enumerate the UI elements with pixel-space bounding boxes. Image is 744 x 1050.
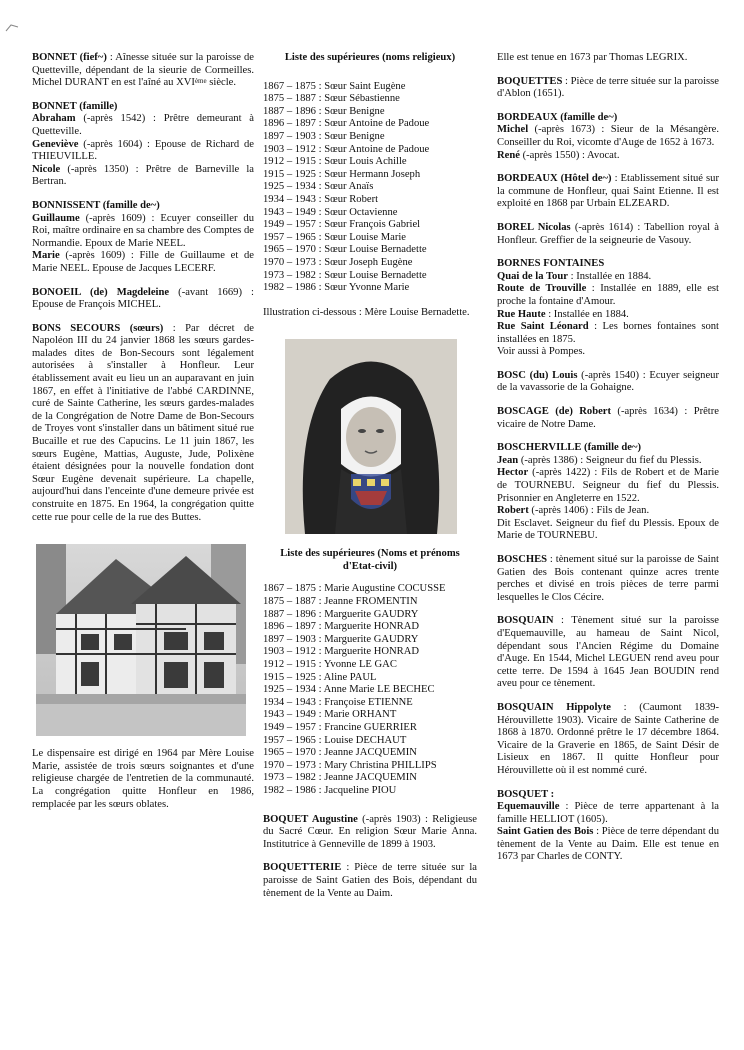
- superior-row: 1915 – 1925 : Aline PAUL: [263, 671, 377, 683]
- sub-item: [497, 801, 719, 826]
- entry-bonoeil: [32, 287, 254, 312]
- entry-bonnissent: [32, 200, 254, 276]
- superior-row: 1943 – 1949 : Sœur Octavienne: [263, 206, 398, 218]
- sub-item: [497, 271, 719, 284]
- sub-item: [497, 283, 719, 308]
- superior-row: 1973 – 1982 : Sœur Louise Bernadette: [263, 269, 427, 281]
- item-text: (-après 1609) : Fille de Guillaume et de Marie NEEL. Epouse de Jacques LECERF.: [32, 250, 254, 274]
- item-name: Hector: [497, 467, 529, 479]
- superior-row: 1875 – 1887 : Sœur Sébastienne: [263, 93, 400, 105]
- item-text: (-après 1609) : Ecuyer conseiller du Roi, maître ordinaire en sa chambre des Comptes de Normandie. Epoux de Marie NEEL.: [32, 212, 254, 249]
- item-text: : Pièce de terre appartenant à la famille HELLIOT (1605).: [497, 801, 719, 825]
- item-name: Guillaume: [32, 212, 80, 224]
- item-text: (-après 1406) : Fils de Jean.: [528, 505, 650, 517]
- entry-head: BOSQUAIN Hippolyte: [497, 701, 611, 713]
- superior-list-religious: [263, 81, 477, 295]
- superior-row: 1897 – 1903 : Sœur Benigne: [263, 130, 385, 142]
- item-name: Equemauville: [497, 801, 560, 813]
- entry-bonnet-fief: [32, 52, 254, 90]
- superior-row: 1875 – 1887 : Jeanne FROMENTIN: [263, 596, 418, 608]
- superior-row: 1903 – 1912 : Marguerite HONRAD: [263, 646, 420, 658]
- superior-row: 1957 – 1965 : Sœur Louise Marie: [263, 231, 407, 243]
- item-name: Robert: [497, 505, 529, 517]
- entry-borel: [497, 222, 719, 247]
- superior-row: 1934 – 1943 : Françoise ETIENNE: [263, 696, 413, 708]
- entry-boscage: [497, 406, 719, 431]
- sub-item: [32, 213, 254, 251]
- illustration-caption: Illustration ci-dessous : Mère Louise Bernadette.: [263, 306, 470, 318]
- sub-item: [497, 455, 719, 468]
- entry-head: BONS SECOURS: [32, 322, 121, 334]
- entry-bosc: [497, 370, 719, 395]
- superior-row: 1973 – 1982 : Jeanne JACQUEMIN: [263, 772, 417, 784]
- sub-item: [497, 321, 719, 346]
- entry-text: : Etablissement situé sur la commune de Honfleur, quai Saint Etienne. Il est exploité en 1868 par Urbain ELZEARD.: [497, 173, 719, 210]
- superior-row: 1970 – 1973 : Mary Christina PHILLIPS: [263, 759, 437, 771]
- entry-head: BONNET (famille): [32, 100, 118, 112]
- entry-bosquain-hippolyte: [497, 702, 719, 778]
- sub-item: [497, 505, 719, 518]
- item-text: (-après 1604) : Epouse de Richard de THIEUVILLE.: [32, 138, 254, 163]
- item-name: René: [497, 149, 520, 161]
- item-text: : Installée en 1884.: [567, 270, 652, 282]
- entry-head: BOSCAGE (de) Robert: [497, 406, 612, 418]
- portrait-photo: [285, 339, 457, 534]
- entry-text: : tènement situé sur la paroisse de Saint Gatien des Bois contenant quinze acres trente perches et divisé en trois pièces de terre parmi lesquelles le Clos Cécire.: [497, 554, 719, 603]
- item-text: (-après 1550) : Avocat.: [519, 149, 620, 161]
- item-text: (-après 1542) : Prêtre demeurant à Quetteville.: [32, 113, 254, 137]
- superior-row: 1965 – 1970 : Jeanne JACQUEMIN: [263, 747, 417, 759]
- see-also: Voir aussi à Pompes.: [497, 346, 586, 358]
- entry-text: : Aînesse située sur la paroisse de Quetteville, dépendant de la sieurie de Cormeilles. Michel DURANT en est l'aîné au XVI: [32, 52, 254, 89]
- superior-row: 1896 – 1897 : Marguerite HONRAD: [263, 621, 420, 633]
- nun-portrait: [285, 339, 457, 534]
- sub-item: [32, 139, 254, 164]
- sub-item: [32, 113, 254, 138]
- entry-head: BOSCHERVILLE (famille de~): [497, 442, 642, 454]
- item-text: : Les bornes fontaines sont installées en 1875.: [497, 321, 719, 345]
- column-3: [497, 52, 719, 875]
- sub-item: [32, 250, 254, 275]
- item-name: Rue Haute: [497, 308, 546, 320]
- corner-mark: [5, 24, 19, 32]
- item-name: Jean: [497, 454, 519, 466]
- item-continuation: Dit Esclavet. Seigneur du fief du Plessis. Epoux de Marie de TOURNEBU.: [497, 517, 719, 542]
- item-name: Quai de la Tour: [497, 270, 568, 282]
- entry-text: (-après 1634) : Prêtre vicaire de Notre Dame.: [497, 406, 719, 430]
- entry-head: BOSQUAIN: [497, 615, 554, 627]
- entry-boquetterie: [263, 862, 477, 900]
- item-text: (-après 1422) : Fils de Robert et de Marie de TOURNEBU. Seigneur du fief du Plessis. Prisonnier en Angleterre en 1522.: [497, 467, 719, 504]
- entry-bordeaux-hotel: [497, 173, 719, 211]
- entry-head: BONNET (fief~): [32, 52, 107, 63]
- superior-row: 1896 – 1897 : Sœur Antoine de Padoue: [263, 118, 430, 130]
- entry-head: BOSCHES: [497, 554, 548, 565]
- superior-row: 1925 – 1934 : Sœur Anaïs: [263, 181, 374, 193]
- superior-row: 1943 – 1949 : Marie ORHANT: [263, 709, 397, 721]
- superior-row: 1912 – 1915 : Yvonne LE GAC: [263, 659, 397, 671]
- sub-item: [497, 467, 719, 505]
- entry-bons-secours: [32, 323, 254, 525]
- continuation-line: Elle est tenue en 1673 par Thomas LEGRIX.: [497, 52, 688, 63]
- superior-row: 1867 – 1875 : Sœur Saint Eugène: [263, 80, 406, 92]
- entry-text: : Pièce de terre située sur la paroisse de Saint Gatien des Bois, dépendant du tènement de la Vente au Daim.: [263, 862, 477, 899]
- entry-text: (-avant 1669) : Epouse de François MICHEL.: [32, 286, 255, 311]
- entry-dispensaire: Le dispensaire est dirigé en 1964 par Mère Louise Marie, assistée de trois sœurs soignantes et d'une religieuse chargée de l'entretien de la communauté. La congrégation quitte Honfleur en 1986, remplacée par les sœurs oblates.: [32, 748, 254, 810]
- coat-of-arms-watermark: [351, 474, 391, 509]
- item-text: : Installée en 1889, elle est proche la fontaine d'Amour.: [497, 283, 719, 307]
- entry-text: (-après 1903) : Religieuse du Sacré Cœur. En religion Sœur Marie Anna. Institutrice à Genneville de 1899 à 1903.: [263, 813, 477, 850]
- list-title-religious: Liste des supérieures (noms religieux): [284, 52, 456, 63]
- entry-text: (-après 1614) : Tabellion royal à Honfleur. Greffier de la seigneurie de Vasouy.: [497, 221, 719, 246]
- item-name: Nicole: [32, 163, 61, 175]
- item-name: Geneviève: [32, 138, 79, 150]
- sub-item: [497, 309, 719, 322]
- entry-bosches: [497, 554, 719, 604]
- item-name: Michel: [497, 124, 529, 136]
- sub-item: [497, 124, 719, 149]
- superior-row: 1982 – 1986 : Sœur Yvonne Marie: [263, 282, 410, 294]
- superior-row: 1934 – 1943 : Sœur Robert: [263, 193, 379, 205]
- building-illustration: [36, 544, 246, 736]
- entry-head: BOQUETTES: [497, 75, 563, 87]
- entry-head: BONNISSENT (famille de~): [32, 199, 160, 211]
- item-name: Saint Gatien des Bois: [497, 826, 594, 838]
- entry-boscherville: [497, 442, 719, 543]
- superior-row: 1887 – 1896 : Sœur Benigne: [263, 105, 385, 117]
- column-2: [263, 52, 477, 911]
- item-name: Marie: [32, 250, 60, 262]
- sub-item: [497, 826, 719, 864]
- superior-row: 1903 – 1912 : Sœur Antoine de Padoue: [263, 143, 430, 155]
- superior-row: 1912 – 1915 : Sœur Louis Achille: [263, 156, 407, 168]
- entry-head: BORNES FONTAINES: [497, 258, 605, 270]
- superior-row: 1982 – 1986 : Jacqueline PIOU: [263, 784, 397, 796]
- entry-head: BORDEAUX (famille de~): [497, 111, 618, 123]
- entry-head: BOSQUET :: [497, 788, 555, 800]
- superior-row: 1949 – 1957 : Sœur François Gabriel: [263, 219, 421, 231]
- superior-row: 1970 – 1973 : Sœur Joseph Eugène: [263, 256, 413, 268]
- entry-head: BOQUETTERIE: [263, 862, 342, 874]
- entry-head: BOQUET Augustine: [263, 813, 358, 825]
- superior-row: 1965 – 1970 : Sœur Louise Bernadette: [263, 244, 427, 256]
- entry-head: BOREL Nicolas: [497, 221, 571, 233]
- item-text: (-après 1386) : Seigneur du fief du Plessis.: [518, 454, 702, 466]
- sub-item: [32, 164, 254, 189]
- item-text: : Pièce de terre dépendant du tènement de la Vente au Daim. Elle est tenue en 1673 par Charles de CONTY.: [497, 826, 719, 863]
- item-name: Rue Saint Léonard: [497, 321, 589, 333]
- superior-list-civil: [263, 583, 477, 797]
- superior-row: 1887 – 1896 : Marguerite GAUDRY: [263, 608, 419, 620]
- item-text: (-après 1350) : Prêtre de Barneville la Bertran.: [32, 163, 254, 188]
- superior-row: 1949 – 1957 : Francine GUERRIER: [263, 722, 417, 733]
- superior-row: 1925 – 1934 : Anne Marie LE BECHEC: [263, 684, 435, 696]
- superior-row: 1897 – 1903 : Marguerite GAUDRY: [263, 633, 419, 645]
- item-text: : Installée en 1884.: [545, 308, 629, 320]
- entry-text: : Par décret de Napoléon III du 24 janvier 1868 les sœurs gardes-malades dites de Bon-Secours sont légalement autorisées à s'installer à Honfleur. Leur établissement avait eu lieu un an auparavant en juin 1867, en effet à l'initiative de l'abbé CARDINNE, curé de Sainte Catherine, les sœurs gardes-malades de la Congrégation de Notre Dame de Bon-Secours de Troyes vont s'installer dans un bâtiment situé rue Bucaille et rue des Capucins. Le 11 juin 1867, les sœurs Eugène, Mattias, Auguste, Jude, Polixène étaient désignées pour la nouvelle fondation dont Sœur Eugène devenait supérieure. La chapelle, aujourd'hui dans l'enceinte d'une demeure privée est construite en 1875. En 1964, la congrégation quitte cette rue pour celle de la rue des Buttes.: [32, 322, 254, 523]
- entry-boquet: [263, 814, 477, 852]
- entry-text: : (Caumont 1839-Hérouvillette 1903). Vicaire de Sainte Catherine de 1868 à 1870. Ordonné prêtre le 17 décembre 1864. Vicaire de la Graverie en 1865, de Saint Désir de Lisieux en 1867. Il quitte Honfleur pour Hérouvillette où il est nommé curé.: [497, 701, 719, 776]
- entry-subhead: (sœurs): [120, 322, 164, 334]
- entry-text: : Tènement situé sur la paroisse d'Equemauville, au hameau de Saint Nicol, dépendant sous l'Ancien Régime du Domaine d'Auge. En 1544, Michel LEGUEN rend aveu pour cette terre. De 1594 à 1645 Jean BOUDIN rend aveu pour ce tènement.: [497, 615, 719, 690]
- building-photo: [36, 544, 246, 736]
- superscript: ème: [194, 77, 207, 86]
- entry-head: BONOEIL (de) Magdeleine: [32, 286, 170, 298]
- entry-bosquet: [497, 789, 719, 865]
- column-1: [32, 52, 254, 822]
- entry-text: siècle.: [206, 77, 237, 89]
- item-text: (-après 1673) : Sieur de la Mésangère. Conseiller du Roi, vicomte d'Auge de 1652 à 1673.: [497, 124, 719, 148]
- entry-bornes-fontaines: [497, 258, 719, 359]
- entry-bonnet-famille: [32, 101, 254, 189]
- superior-row: 1915 – 1925 : Sœur Hermann Joseph: [263, 168, 421, 180]
- entry-bordeaux-famille: [497, 112, 719, 162]
- entry-boquettes: [497, 76, 719, 101]
- item-name: Abraham: [32, 113, 76, 125]
- superior-row: 1957 – 1965 : Louise DECHAUT: [263, 734, 407, 746]
- entry-text: : Pièce de terre située sur la paroisse d'Ablon (1651).: [497, 75, 719, 100]
- entry-head: BORDEAUX (Hôtel de~): [497, 173, 612, 185]
- entry-head: BOSC (du) Louis: [497, 369, 578, 381]
- entry-text: (-après 1540) : Ecuyer seigneur de la vavassorie de la Gohaigne.: [497, 369, 719, 394]
- item-name: Route de Trouville: [497, 283, 587, 295]
- sub-item: [497, 150, 719, 163]
- superior-row: 1867 – 1875 : Marie Augustine COCUSSE: [263, 583, 446, 595]
- list-title-civil: Liste des supérieures (Noms et prénoms d'Etat-civil): [280, 548, 460, 572]
- entry-bosquain: [497, 615, 719, 691]
